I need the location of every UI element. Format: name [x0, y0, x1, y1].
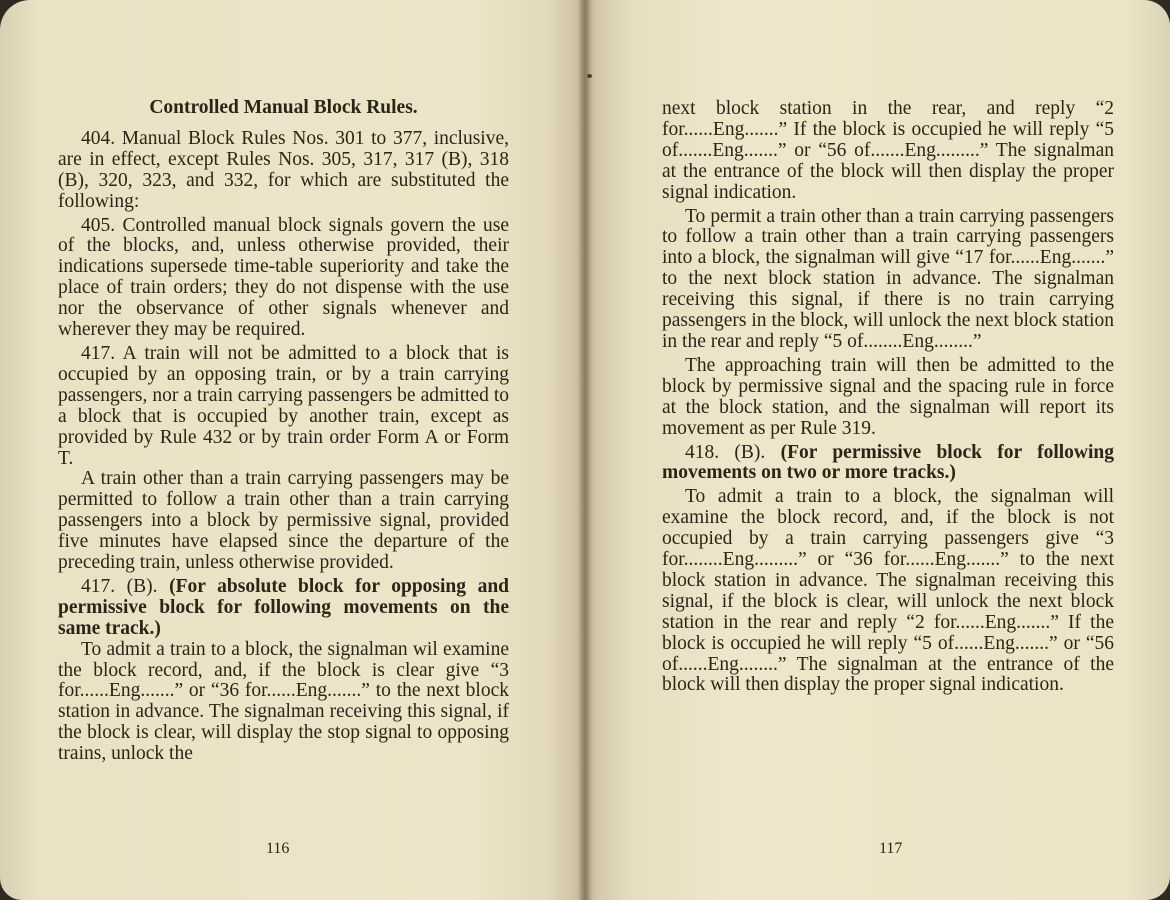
rule-418b-heading-text: (For permissive block for following movements on two or more tracks.)	[662, 441, 1115, 484]
rule-417-permissive-paragraph: A train other than a train carrying passengers may be permitted to follow a train other than a train carrying passengers into a block by permissive signal, provided five minutes have elapsed since the departure of the preceding train, unless otherwise provided.	[58, 468, 509, 574]
rule-404-paragraph: 404. Manual Block Rules Nos. 301 to 377, inclusive, are in effect, except Rules Nos. 305, 317, 317 (B), 318 (B), 320, 323, and 332, for which are substituted the following:	[58, 127, 509, 212]
rule-418b-number: 418. (B).	[685, 441, 766, 463]
rule-417-paragraph: 417. A train will not be admitted to a block that is occupied by an opposing train, or by a train carrying passengers, nor a train carrying passengers be admitted to a block that is occupied by another train, except as provided by Rule 432 or by train order Form A or Form T.	[58, 342, 509, 469]
left-page-text-column	[58, 98, 509, 765]
rule-417b-continuation-paragraph: next block station in the rear, and reply “2 for......Eng.......” If the block is occupied he will reply “5 of.......Eng.......” or “56 of.......Eng.........” The signalman at the entrance of the block will then display the proper signal indication.	[662, 98, 1114, 203]
ink-spot	[587, 74, 592, 78]
page-number-right: 117	[879, 840, 903, 857]
rule-405-paragraph: 405. Controlled manual block signals govern the use of the blocks, and, unless otherwise provided, their indications supersede time-table superiority and take the place of train orders; they do not dispense with the use nor the observance of other signals whenever and wherever they may be required.	[58, 214, 509, 341]
book-gutter	[578, 0, 592, 900]
rule-417b-number: 417. (B).	[81, 575, 158, 597]
rule-417b-heading-text: (For absolute block for opposing and permissive block for following movements on the same track.)	[58, 575, 510, 639]
rule-417b-paragraph: To admit a train to a block, the signalman wil examine the block record, and, if the block is clear give “3 for......Eng.......” or “36 for......Eng.......” to the next block station in advance. The signalman receiving this signal, if the block is clear, will display the stop signal to opposing trains, unlock the	[58, 638, 509, 765]
rule-418b-paragraph: To admit a train to a block, the signalman will examine the block record, and, if the block is not occupied by a train carrying passengers give “3 for........Eng.........” or “36 for......Eng.......” to the next block station in advance. The signalman receiving this signal, if the block is clear, will unlock the next block station in the rear and reply “2 for......Eng.......” If the block is occupied he will reply “5 of......Eng.......” or “56 of......Eng........” The signalman at the entrance of the block will then display the proper signal indication.	[662, 486, 1114, 696]
rule-418b-heading	[662, 443, 1114, 485]
page-number-left: 116	[266, 840, 290, 857]
section-title: Controlled Manual Block Rules.	[149, 97, 418, 118]
rule-417b-heading	[58, 577, 509, 640]
right-page-text-column	[662, 99, 1114, 696]
permissive-follow-paragraph: To permit a train other than a train carrying passengers to follow a train other than a train carrying passengers into a block, the signalman will give “17 for......Eng.......” to the next block station in advance. The signalman receiving this signal, if there is no train carrying passengers in the block, will unlock the next block station in the rear and reply “5 of........Eng........”	[662, 205, 1114, 352]
approaching-train-paragraph: The approaching train will then be admitted to the block by permissive signal and the spacing rule in force at the block station, and the signalman will report its movement as per Rule 319.	[662, 354, 1114, 439]
